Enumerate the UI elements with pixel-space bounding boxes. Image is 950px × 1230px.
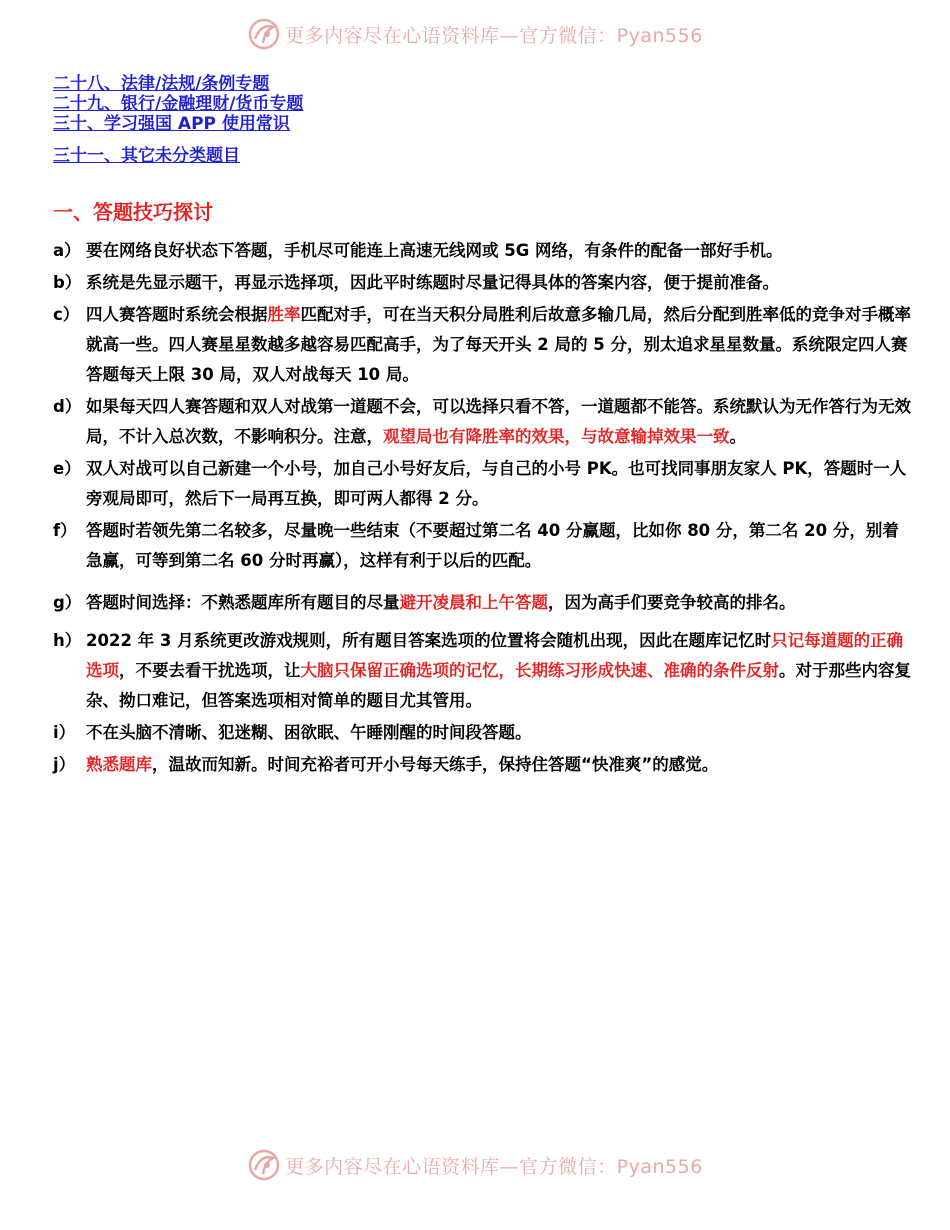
tip-text-segment: 答题时若领先第二名较多，尽量晚一些结束（不要超过第二名 40 分赢题，比如你 80 分，第二名 20 分，别着急赢，可等到第二名 60 分时再赢），这样有利于以后的匹配。 xyxy=(86,521,899,570)
highlight-text: 胜率 xyxy=(267,305,301,324)
tip-item xyxy=(53,588,913,618)
tip-text-segment: 不在头脑不清晰、犯迷糊、困欲眠、午睡刚醒的时间段答题。 xyxy=(86,723,532,742)
tip-text xyxy=(86,516,913,576)
tip-text xyxy=(86,300,913,390)
highlight-text: 只记每道题的正确选项 xyxy=(86,631,904,680)
tip-text-segment: 四人赛答题时系统会根据 xyxy=(86,305,268,324)
tip-item xyxy=(53,750,913,780)
tip-text-segment: 要在网络良好状态下答题，手机尽可能连上高速无线网或 5G 网络，有条件的配备一部好手机。 xyxy=(86,241,783,260)
tip-marker: j） xyxy=(53,755,76,774)
tip-item xyxy=(53,516,913,576)
brand-logo-icon xyxy=(247,1148,281,1182)
tip-text xyxy=(86,236,913,266)
tip-item xyxy=(53,236,913,266)
tip-marker: h） xyxy=(53,631,82,650)
tip-text-segment: 。对于那些内容复杂、拗口难记，但答案选项相对简单的题目尤其管用。 xyxy=(86,661,911,710)
tip-text xyxy=(86,392,913,452)
tip-text xyxy=(86,718,913,748)
tip-text-segment: ，温故而知新。时间充裕者可开小号每天练手，保持住答题“快准爽”的感觉。 xyxy=(152,755,719,774)
tip-marker: a） xyxy=(53,241,81,260)
tip-text xyxy=(86,626,913,716)
tip-text-segment: 系统是先显示题干，再显示选择项，因此平时练题时尽量记得具体的答案内容，便于提前准备。 xyxy=(86,273,779,292)
tip-marker: b） xyxy=(53,273,82,292)
tip-text xyxy=(86,588,913,618)
highlight-text: 大脑只保留正确选项的记忆，长期练习形成快速、准确的条件反射 xyxy=(300,661,779,680)
toc-link-30[interactable]: 三十、学习强国 APP 使用常识 xyxy=(53,114,290,134)
tip-text-segment: ，因为高手们要竞争较高的排名。 xyxy=(548,593,796,612)
tip-text-segment: 双人对战可以自己新建一个小号，加自己小号好友后，与自己的小号 PK。也可找同事朋友家人 PK，答题时一人旁观局即可，然后下一局再互换，即可两人都得 2 分。 xyxy=(86,459,907,508)
tip-marker: i） xyxy=(53,723,76,742)
tip-item xyxy=(53,718,913,748)
tips-list xyxy=(53,236,913,782)
highlight-text: 熟悉题库 xyxy=(86,755,152,774)
tip-marker: f） xyxy=(53,521,77,540)
banner-text: 更多内容尽在心语资料库—官方微信：Pyan556 xyxy=(285,1155,703,1178)
highlight-text: 观望局也有降胜率的效果，与故意输掉效果一致 xyxy=(383,427,730,446)
tip-item xyxy=(53,392,913,452)
footer-watermark-banner xyxy=(0,1145,950,1185)
tip-text-segment: 。 xyxy=(729,427,746,446)
toc-link-28[interactable]: 二十八、法律/法规/条例专题 xyxy=(53,74,270,94)
tip-item xyxy=(53,626,913,716)
tip-text xyxy=(86,454,913,514)
tip-item xyxy=(53,268,913,298)
tip-text-segment: 答题时间选择：不熟悉题库所有题目的尽量 xyxy=(86,593,400,612)
section-title: 一、答题技巧探讨 xyxy=(53,200,213,224)
tip-marker: e） xyxy=(53,459,81,478)
tip-text-segment: 如果每天四人赛答题和双人对战第一道题不会，可以选择只看不答，一道题都不能答。系统默认为无作答行为无效局，不计入总次数，不影响积分。注意， xyxy=(86,397,911,446)
tip-text xyxy=(86,268,913,298)
tip-text-segment: ，不要去看干扰选项，让 xyxy=(119,661,301,680)
header-watermark-banner xyxy=(0,14,950,54)
tip-marker: g） xyxy=(53,593,82,612)
toc-link-29[interactable]: 二十九、银行/金融理财/货币专题 xyxy=(53,94,304,114)
tip-text-segment: 匹配对手，可在当天积分局胜利后故意多输几局，然后分配到胜率低的竞争对手概率就高一些。四人赛星星数越多越容易匹配高手，为了每天开头 2 局的 5 分，别太追求星星数量。系统限定四人赛答题每天上限 30 局，双人对战每天 10 局。 xyxy=(86,305,911,384)
tip-text-segment: 2022 年 3 月系统更改游戏规则，所有题目答案选项的位置将会随机出现，因此在题库记忆时 xyxy=(86,631,772,650)
tip-item xyxy=(53,300,913,390)
brand-logo-icon xyxy=(247,17,281,51)
tip-item xyxy=(53,454,913,514)
tip-text xyxy=(86,750,913,780)
tip-marker: c） xyxy=(53,305,80,324)
toc-link-31[interactable]: 三十一、其它未分类题目 xyxy=(53,146,240,166)
banner-text: 更多内容尽在心语资料库—官方微信：Pyan556 xyxy=(285,24,703,47)
highlight-text: 避开凌晨和上午答题 xyxy=(399,593,548,612)
table-of-contents xyxy=(53,74,303,166)
tip-marker: d） xyxy=(53,397,82,416)
